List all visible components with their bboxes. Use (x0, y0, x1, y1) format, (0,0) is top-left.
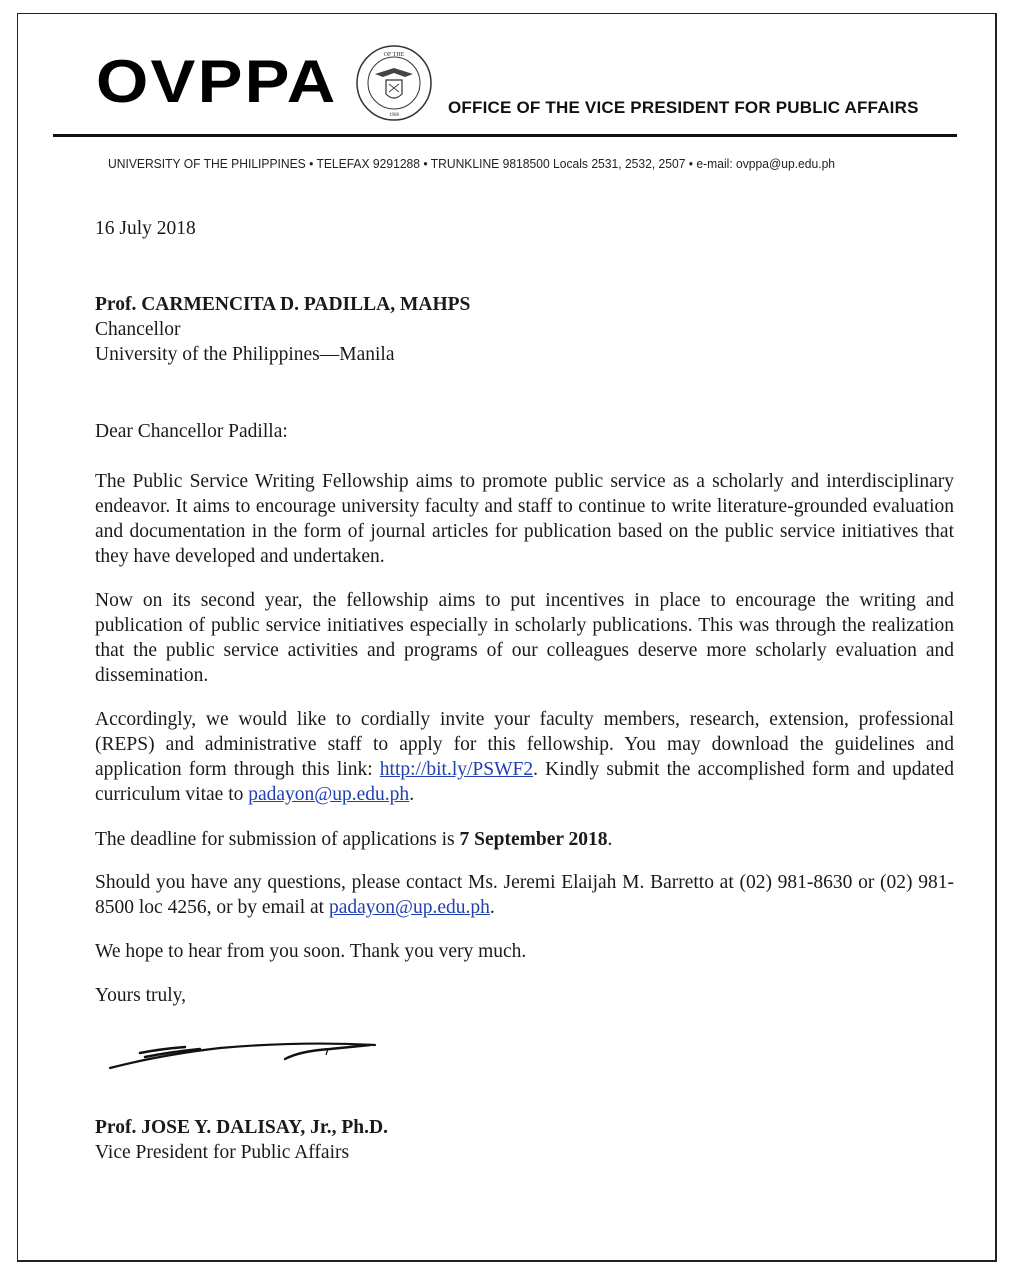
university-seal-icon (355, 44, 433, 122)
paragraph-1: The Public Service Writing Fellowship aims to promote public service as a scholarly and interdisciplinary endeavor. It aims to encourage university faculty and staff to continue to write literature-grounded evaluation and documentation in the form of journal articles for publication based on the public service initiatives that they have developed and undertaken. (95, 471, 954, 567)
ovppa-logo: OVPPA (96, 48, 338, 115)
deadline-text: The deadline for submission of applications is (95, 829, 460, 850)
deadline-date: 7 September 2018 (459, 829, 608, 850)
recipient-title: Chancellor (95, 319, 181, 340)
guidelines-link[interactable]: http://bit.ly/PSWF2 (379, 759, 534, 780)
salutation: Dear Chancellor Padilla: (95, 421, 288, 442)
seal-text-top: OF THE (383, 52, 405, 58)
recipient-name: Prof. CARMENCITA D. PADILLA, MAHPS (95, 294, 471, 315)
contact-text-end: . (489, 897, 495, 918)
recipient-institution: University of the Philippines—Manila (95, 344, 395, 365)
office-title: OFFICE OF THE VICE PRESIDENT FOR PUBLIC AFFAIRS (448, 98, 919, 117)
submission-email-link[interactable]: padayon@up.edu.ph (248, 784, 410, 805)
sender-name: Prof. JOSE Y. DALISAY, Jr., Ph.D. (95, 1117, 388, 1138)
paragraph-4 (95, 827, 954, 852)
paragraph-3-text-3: . (409, 784, 415, 805)
deadline-text-end: . (607, 829, 613, 850)
header-divider (53, 134, 957, 137)
paragraph-3-text: Accordingly, we would like to cordially invite your faculty members, research, extension, professional (REPS) and administrative staff to apply for this fellowship. You may download the guidelines and application form through this link: (95, 709, 954, 780)
contact-email-link[interactable]: padayon@up.edu.ph (328, 897, 490, 918)
letter-date: 16 July 2018 (95, 218, 196, 239)
contact-text: Should you have any questions, please contact Ms. Jeremi Elaijah M. Barretto at (02) 981-8630 or (02) 981-8500 loc 4256, or by email at (95, 872, 954, 918)
paragraph-3-text-2: . Kindly submit the accomplished form and updated curriculum vitae to (95, 759, 954, 805)
paragraph-3 (95, 707, 954, 807)
seal-year: 1908 (389, 113, 399, 118)
paragraph-5 (95, 870, 954, 920)
contact-line: UNIVERSITY OF THE PHILIPPINES • TELEFAX 9291288 • TRUNKLINE 9818500 Locals 2531, 2532, 2507 • e-mail: ovppa@up.edu.ph (108, 156, 836, 171)
signature-icon (100, 1035, 390, 1085)
paragraph-6: We hope to hear from you soon. Thank you very much. (95, 941, 527, 962)
paragraph-2: Now on its second year, the fellowship aims to put incentives in place to encourage the writing and publication of public service initiatives especially in scholarly publications. This was through the realization that the public service activities and programs of our colleagues deserve more scholarly evaluation and dissemination. (95, 590, 954, 686)
sender-title: Vice President for Public Affairs (95, 1142, 350, 1163)
closing: Yours truly, (95, 985, 187, 1006)
